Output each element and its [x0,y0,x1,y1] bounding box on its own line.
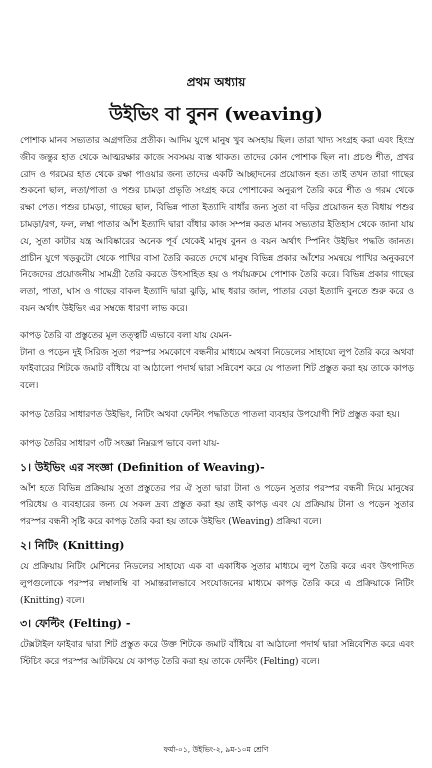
page-footer: ফর্মা-০১, উইভিং-২, ৯ম-১০ম শ্রেণি [163,745,269,754]
knitting-text: যে প্রক্রিয়ায় নিটিং মেশিনের নিডলের সাহায্যে এক বা একাধিক সুতার মাধ্যমে লুপ তৈরি করে এবং উৎপাদিত লুপগুলোকে পরস্পর লম্বালম্বি বা সমান্তরালভাবে সংযোজনের মাধ্যমে কাপড় তৈরি করে এ প্রক্রিয়াকে নিটিং (Knitting) বলে। [20,561,414,606]
page-title: উইভিং বা বুনন (weaving) [109,104,323,125]
weaving-definition-heading: ১। উইভিং এর সংজ্ঞা (Definition of Weaving)- [20,460,265,474]
methods-paragraph: কাপড় তৈরির সাধারণত উইভিং, নিটিং অথবা ফেল্টিং পদ্ধতিতে পাতলা ব্যবহার উপযোগী শিট প্রস্তুত করা হয়। [20,409,400,420]
fabric-definition-paragraph: টানা ও পড়েন দুই সিরিজ সুতা পরস্পর সমকোণে বন্ধনীর মাধ্যমে অথবা নিডেলের সাহায্যে লুপ তৈরি করে অথবা ফাইবারের শিটকে জমাট বাঁধিয়ে বা আঠালো পদার্থ দ্বারা সন্নিবেশ করে যে পাতলা শিট প্রস্তুত করা হয় তাকে কাপড় বলে। [20,347,414,392]
weaving-definition-text: আঁশ হতে বিভিন্ন প্রক্রিয়ায় সুতা প্রস্তুতের পর ঐ সুতা দ্বারা টানা ও পড়েন সুতার পরস্পর বন্ধনী দিয়ে মানুষের পরিধেয় ও ব্যবহারের জন্য যে সকল দ্রব্য প্রস্তুত করা হয় তাই কাপড় এবং যে প্রক্রিয়ায় টানা ও পড়েন সুতার পরস্পর বন্ধনী সৃষ্টি করে কাপড় তৈরি করা হয় তাকে উইভিং (Weaving) প্রক্রিয়া বলে। [20,483,414,528]
fabric-main-paragraph: কাপড় তৈরি বা প্রস্তুতের মূল তত্ত্বটি এভাবে বলা যায় যেমন- [20,330,232,341]
knitting-heading: ২। নিটিং (Knitting) [20,538,125,552]
chapter-label: প্রথম অধ্যায় [186,75,246,89]
felting-heading: ৩। ফেল্টিং (Felting) - [20,617,131,631]
felting-text: টেক্সটাইল ফাইবার দ্বারা শিট প্রস্তুত করে উক্ত শিটকে জমাট বাঁধিয়ে বা আঠালো পদার্থ দ্বারা সন্নিবেশিত করে এবং স্টিচিং করে পরস্পর আটকিয়ে যে কাপড় তৈরি করা হয় তাকে ফেল্টিং (Felting) বলে। [20,640,414,668]
page-content [20,133,414,671]
intro-paragraph: পোশাক মানব সভ্যতার অগ্রগতির প্রতীক। আদিম যুগে মানুষ খুব অসহায় ছিল। তারা খাদ্য সংগ্রহ করা এবং হিংস্র জীব জন্তুর হাত থেকে আত্মরক্ষার কাজে সবসময় ব্যস্ত থাকত। তাদের কোন পোশাক ছিল না। প্রচণ্ড শীত, প্রখর রোদ ও গরমের হাত থেকে রক্ষা পাওয়ার জন্য তাদের একটি আচ্ছাদনের প্রয়োজন হত। তাই তখন তারা গাছের শুকনো ছাল, লতা/পাতা ও পশুর চামড়া প্রভৃতি সংগ্রহ করে পোশাকের অনুরূপ তৈরি করে শীত ও গরম থেকে রক্ষা পেত। পশুর চামড়া, গাছের ছাল, বিভিন্ন পাতা ইত্যাদি বাধাঁর জন্য সুতা বা দড়ির প্রয়োজন হত বিধায় পশুর চামড়া/রগ, ফল, লম্বা পাতার আঁশ ইত্যাদি দ্বারা বাঁধার কাজ সম্পন্ন করত মানব সভ্যতার ইতিহাস থেকে জানা যায় যে, সুতা কাটার যন্ত্র আবিষ্কারের অনেক পূর্ব থেকেই মানুষ বুনন ও বয়ন অর্থাৎ স্পিনিং উইভিং পদ্ধতি জানত। প্রাচীন যুগে খড়কুটো থেকে পাখির বাসা তৈরি করতে দেখে মানুষ বিভিন্ন প্রকার আঁশের সমন্বয়ে পাখির অনুকরণে নিজেদের প্রয়োজনীয় সামগ্রী তৈরি করতে উৎসাহিত হয় ও পর্যায়ক্রমে পোশাক তৈরি করে। বিভিন্ন প্রকার গাছের লতা, পাতা, ঘাস ও গাছের বাকল ইত্যাদি দ্বারা ঝুড়ি, মাছ ধরার জাল, পাতার বেড়া ইত্যাদি বুনতে শুরু করে ও বয়ন অর্থাৎ উইভিং এর সম্বন্ধে ধারণা লাভ করে। [20,136,414,314]
three-definitions-paragraph: কাপড় তৈরির সাধারণ ৩টি সংজ্ঞা নিম্নরূপ ভাবে বলা যায়- [20,438,220,449]
